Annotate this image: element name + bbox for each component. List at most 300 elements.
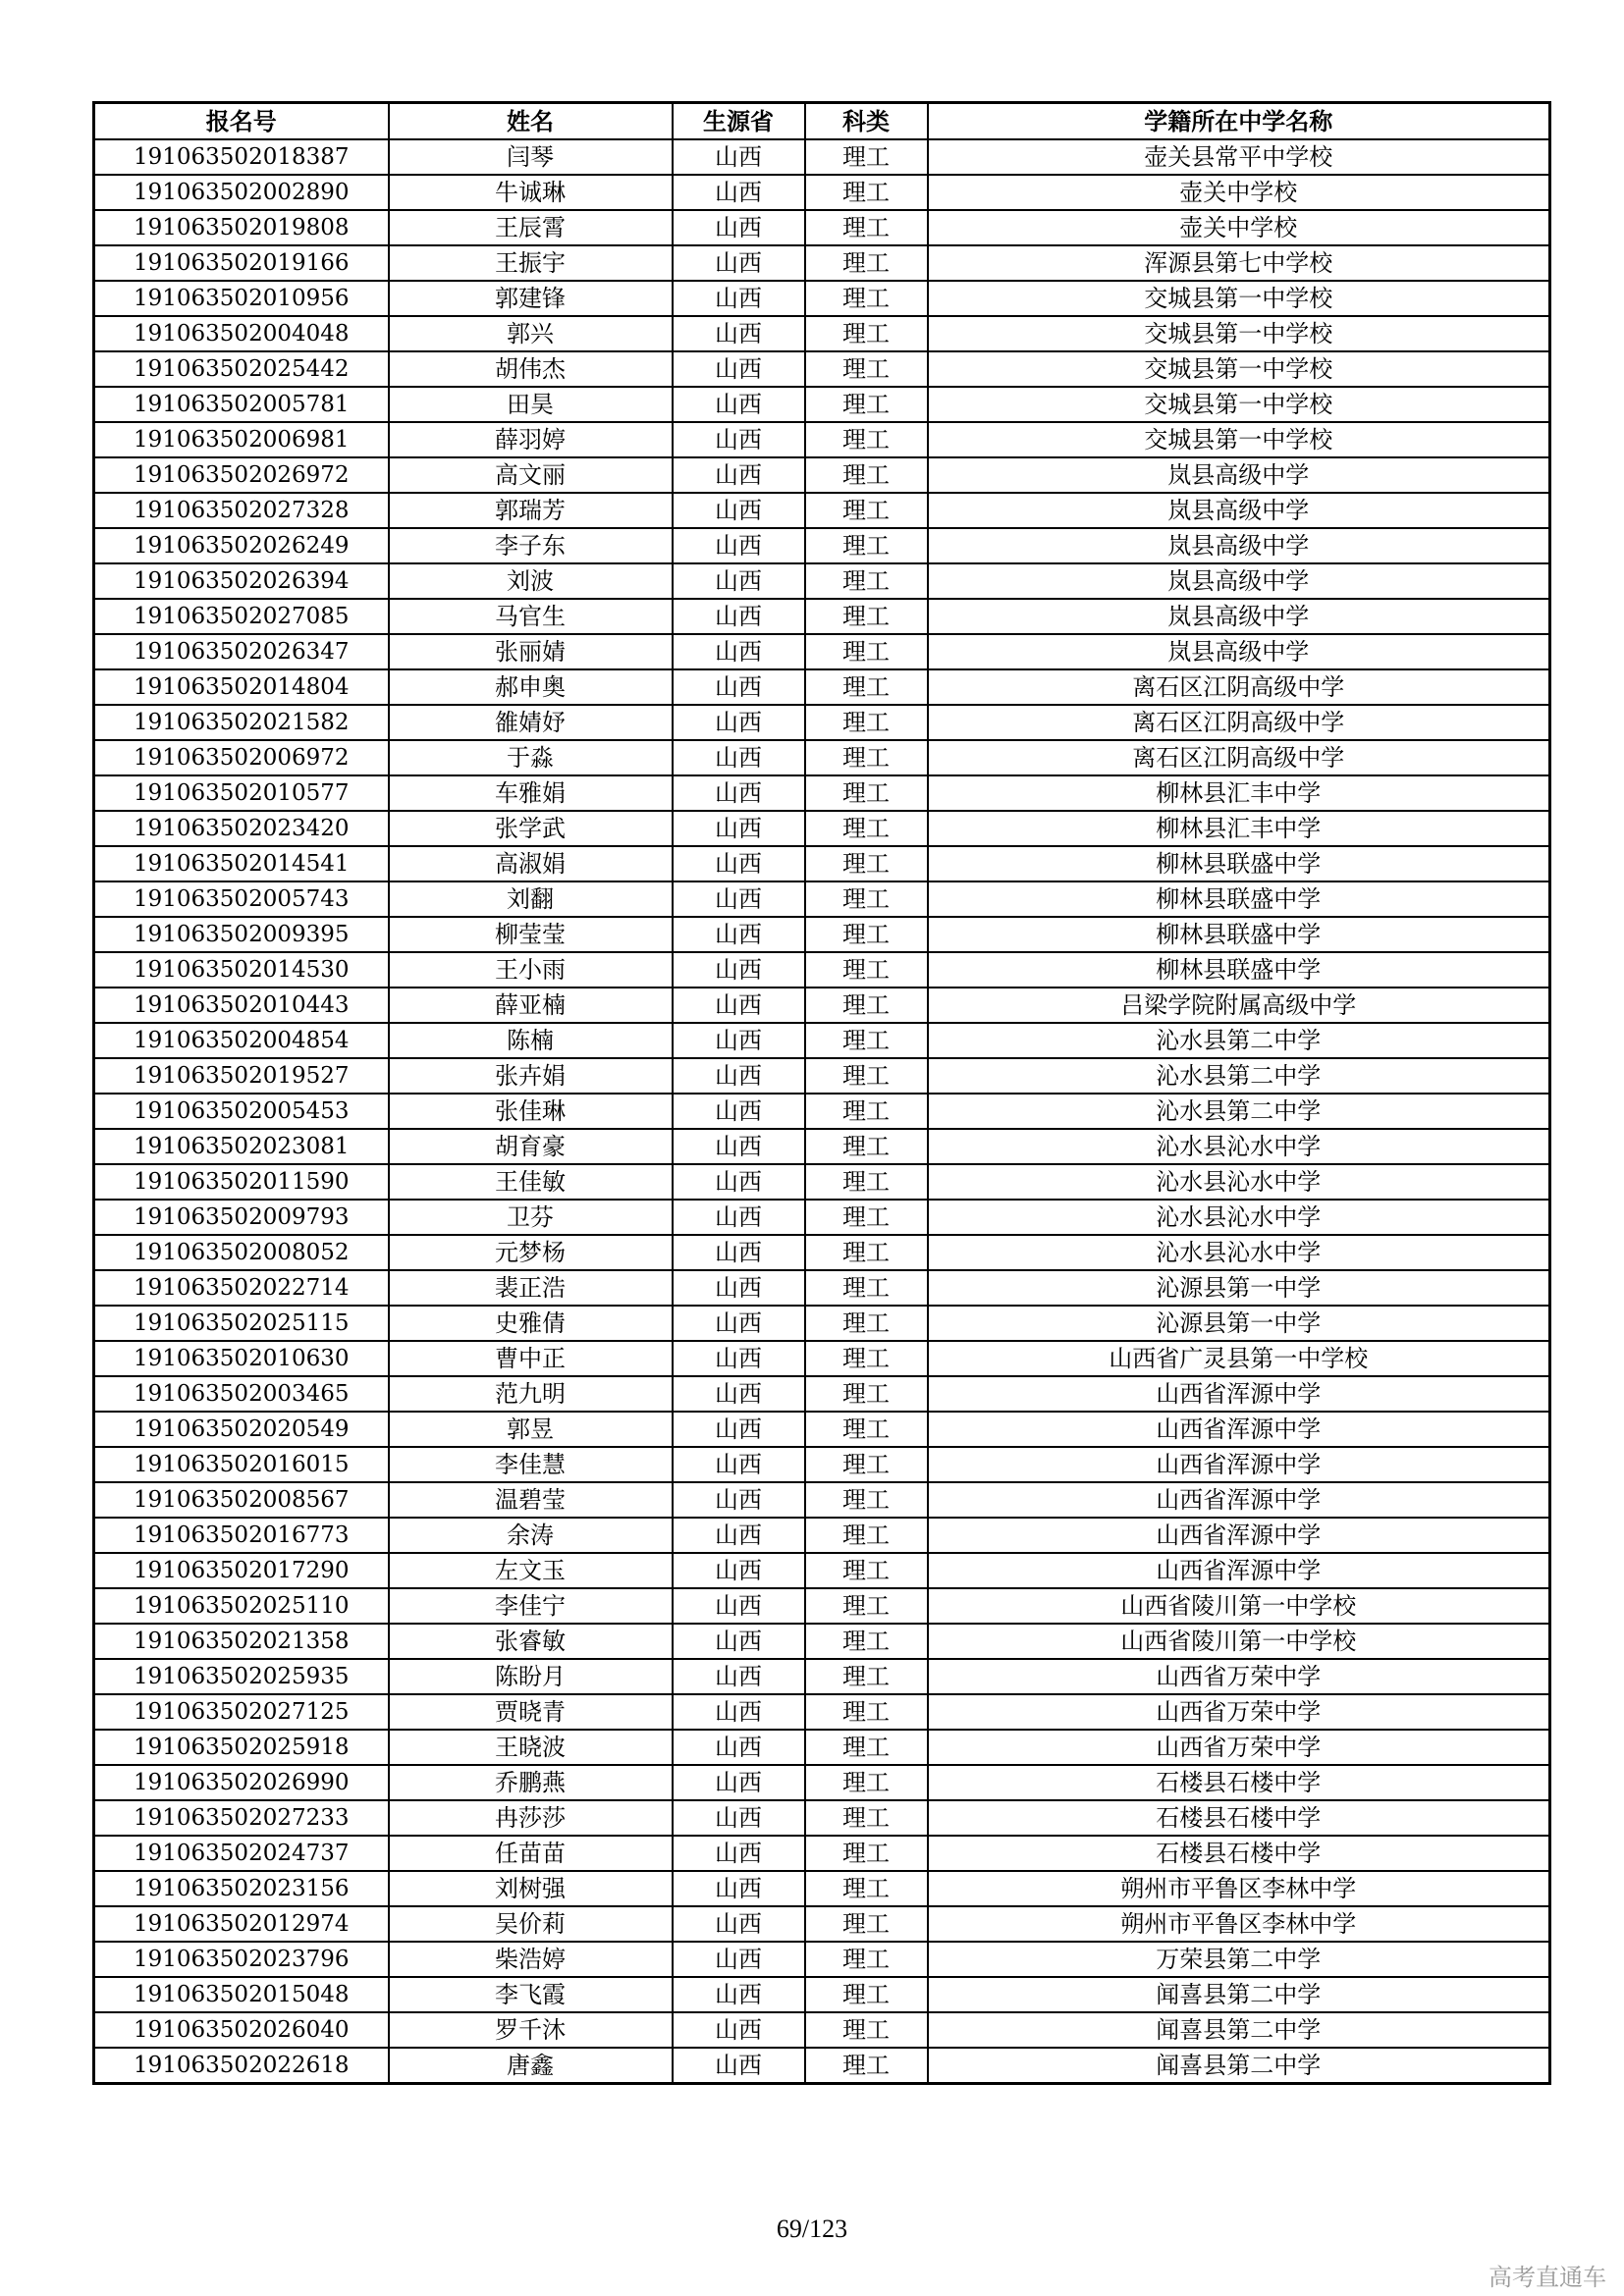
cell-name: 郭建锋 [389, 281, 673, 316]
table-row [94, 245, 1550, 281]
cell-school: 沁水县第二中学 [928, 1023, 1550, 1058]
cell-province: 山西 [673, 316, 805, 351]
table-row [94, 1800, 1550, 1836]
cell-registration-number: 191063502026972 [94, 457, 389, 493]
cell-name: 罗千沐 [389, 2012, 673, 2048]
table-row [94, 422, 1550, 457]
cell-registration-number: 191063502016773 [94, 1518, 389, 1553]
cell-name: 于淼 [389, 740, 673, 775]
cell-school: 沁源县第一中学 [928, 1270, 1550, 1306]
cell-province: 山西 [673, 457, 805, 493]
cell-name: 冉莎莎 [389, 1800, 673, 1836]
table-row [94, 1058, 1550, 1094]
cell-category: 理工 [805, 1094, 928, 1129]
cell-school: 岚县高级中学 [928, 563, 1550, 599]
header-name: 姓名 [389, 103, 673, 140]
cell-registration-number: 191063502019166 [94, 245, 389, 281]
admission-table [92, 101, 1551, 2085]
cell-category: 理工 [805, 457, 928, 493]
cell-name: 薛羽婷 [389, 422, 673, 457]
cell-registration-number: 191063502004048 [94, 316, 389, 351]
table-row [94, 1588, 1550, 1624]
cell-category: 理工 [805, 351, 928, 387]
cell-category: 理工 [805, 281, 928, 316]
table-row [94, 669, 1550, 705]
cell-school: 离石区江阴高级中学 [928, 740, 1550, 775]
cell-province: 山西 [673, 1200, 805, 1235]
header-registration-number: 报名号 [94, 103, 389, 140]
table-row [94, 351, 1550, 387]
cell-name: 任苗苗 [389, 1836, 673, 1871]
cell-school: 柳林县联盛中学 [928, 952, 1550, 988]
cell-registration-number: 191063502026394 [94, 563, 389, 599]
cell-registration-number: 191063502009793 [94, 1200, 389, 1235]
table-row [94, 316, 1550, 351]
cell-registration-number: 191063502011590 [94, 1164, 389, 1200]
cell-school: 柳林县汇丰中学 [928, 811, 1550, 846]
cell-province: 山西 [673, 775, 805, 811]
watermark: 高考直通车 [1489, 2264, 1606, 2291]
admission-list-sheet [92, 101, 1551, 2085]
cell-registration-number: 191063502023156 [94, 1871, 389, 1906]
cell-province: 山西 [673, 493, 805, 528]
cell-registration-number: 191063502010956 [94, 281, 389, 316]
cell-province: 山西 [673, 281, 805, 316]
table-row [94, 988, 1550, 1023]
cell-category: 理工 [805, 952, 928, 988]
table-row [94, 457, 1550, 493]
cell-registration-number: 191063502005743 [94, 881, 389, 917]
table-row [94, 1553, 1550, 1588]
table-row [94, 705, 1550, 740]
cell-category: 理工 [805, 1023, 928, 1058]
cell-name: 高文丽 [389, 457, 673, 493]
cell-province: 山西 [673, 881, 805, 917]
cell-province: 山西 [673, 1341, 805, 1376]
cell-province: 山西 [673, 1906, 805, 1942]
cell-registration-number: 191063502005453 [94, 1094, 389, 1129]
cell-province: 山西 [673, 1588, 805, 1624]
cell-province: 山西 [673, 387, 805, 422]
table-row [94, 493, 1550, 528]
cell-category: 理工 [805, 775, 928, 811]
cell-registration-number: 191063502017290 [94, 1553, 389, 1588]
cell-name: 卫芬 [389, 1200, 673, 1235]
cell-province: 山西 [673, 669, 805, 705]
cell-name: 左文玉 [389, 1553, 673, 1588]
cell-school: 山西省陵川第一中学校 [928, 1624, 1550, 1659]
cell-province: 山西 [673, 1306, 805, 1341]
cell-name: 张丽婧 [389, 634, 673, 669]
cell-registration-number: 191063502012974 [94, 1906, 389, 1942]
cell-school: 闻喜县第二中学 [928, 1977, 1550, 2012]
cell-school: 山西省浑源中学 [928, 1518, 1550, 1553]
cell-school: 浑源县第七中学校 [928, 245, 1550, 281]
table-body [94, 139, 1550, 2084]
cell-school: 石楼县石楼中学 [928, 1800, 1550, 1836]
cell-school: 沁水县第二中学 [928, 1058, 1550, 1094]
cell-name: 柴浩婷 [389, 1942, 673, 1977]
cell-school: 岚县高级中学 [928, 493, 1550, 528]
cell-province: 山西 [673, 705, 805, 740]
cell-category: 理工 [805, 2012, 928, 2048]
cell-province: 山西 [673, 1094, 805, 1129]
table-row [94, 1129, 1550, 1164]
cell-registration-number: 191063502026990 [94, 1765, 389, 1800]
cell-category: 理工 [805, 1836, 928, 1871]
cell-province: 山西 [673, 1942, 805, 1977]
cell-school: 朔州市平鲁区李林中学 [928, 1871, 1550, 1906]
cell-registration-number: 191063502027125 [94, 1694, 389, 1730]
cell-name: 贾晓青 [389, 1694, 673, 1730]
cell-name: 郭瑞芳 [389, 493, 673, 528]
cell-registration-number: 191063502027085 [94, 599, 389, 634]
cell-school: 山西省浑源中学 [928, 1376, 1550, 1412]
cell-province: 山西 [673, 1694, 805, 1730]
cell-category: 理工 [805, 1058, 928, 1094]
table-row [94, 846, 1550, 881]
cell-registration-number: 191063502010630 [94, 1341, 389, 1376]
cell-category: 理工 [805, 1659, 928, 1694]
cell-name: 柳莹莹 [389, 917, 673, 952]
cell-school: 交城县第一中学校 [928, 316, 1550, 351]
cell-category: 理工 [805, 1482, 928, 1518]
cell-name: 唐鑫 [389, 2048, 673, 2084]
cell-category: 理工 [805, 493, 928, 528]
cell-school: 交城县第一中学校 [928, 422, 1550, 457]
cell-name: 李佳宁 [389, 1588, 673, 1624]
cell-province: 山西 [673, 1376, 805, 1412]
table-row [94, 1341, 1550, 1376]
table-row [94, 775, 1550, 811]
cell-category: 理工 [805, 669, 928, 705]
cell-school: 沁水县沁水中学 [928, 1235, 1550, 1270]
cell-school: 石楼县石楼中学 [928, 1765, 1550, 1800]
cell-name: 刘波 [389, 563, 673, 599]
cell-registration-number: 191063502027328 [94, 493, 389, 528]
cell-registration-number: 191063502023081 [94, 1129, 389, 1164]
table-row [94, 1624, 1550, 1659]
table-row [94, 1906, 1550, 1942]
cell-name: 雒婧妤 [389, 705, 673, 740]
cell-name: 张佳琳 [389, 1094, 673, 1129]
cell-school: 柳林县联盛中学 [928, 881, 1550, 917]
cell-school: 闻喜县第二中学 [928, 2048, 1550, 2084]
cell-registration-number: 191063502018387 [94, 139, 389, 175]
cell-registration-number: 191063502005781 [94, 387, 389, 422]
cell-name: 乔鹏燕 [389, 1765, 673, 1800]
cell-category: 理工 [805, 881, 928, 917]
cell-category: 理工 [805, 1129, 928, 1164]
cell-school: 朔州市平鲁区李林中学 [928, 1906, 1550, 1942]
cell-province: 山西 [673, 1800, 805, 1836]
cell-registration-number: 191063502021358 [94, 1624, 389, 1659]
cell-province: 山西 [673, 245, 805, 281]
cell-province: 山西 [673, 1235, 805, 1270]
cell-registration-number: 191063502026249 [94, 528, 389, 563]
cell-name: 田昊 [389, 387, 673, 422]
cell-category: 理工 [805, 917, 928, 952]
cell-province: 山西 [673, 1129, 805, 1164]
cell-category: 理工 [805, 1518, 928, 1553]
cell-name: 陈盼月 [389, 1659, 673, 1694]
cell-registration-number: 191063502009395 [94, 917, 389, 952]
cell-name: 余涛 [389, 1518, 673, 1553]
cell-name: 温碧莹 [389, 1482, 673, 1518]
cell-category: 理工 [805, 1906, 928, 1942]
cell-school: 沁水县沁水中学 [928, 1200, 1550, 1235]
cell-registration-number: 191063502008567 [94, 1482, 389, 1518]
table-row [94, 1235, 1550, 1270]
cell-school: 闻喜县第二中学 [928, 2012, 1550, 2048]
table-row [94, 1659, 1550, 1694]
cell-province: 山西 [673, 210, 805, 245]
table-row [94, 387, 1550, 422]
cell-category: 理工 [805, 422, 928, 457]
cell-name: 郭兴 [389, 316, 673, 351]
cell-name: 车雅娟 [389, 775, 673, 811]
cell-registration-number: 191063502027233 [94, 1800, 389, 1836]
cell-province: 山西 [673, 1058, 805, 1094]
cell-name: 闫琴 [389, 139, 673, 175]
cell-school: 万荣县第二中学 [928, 1942, 1550, 1977]
cell-category: 理工 [805, 1942, 928, 1977]
cell-province: 山西 [673, 846, 805, 881]
cell-category: 理工 [805, 245, 928, 281]
cell-school: 山西省浑源中学 [928, 1482, 1550, 1518]
cell-school: 柳林县联盛中学 [928, 846, 1550, 881]
header-province: 生源省 [673, 103, 805, 140]
cell-province: 山西 [673, 740, 805, 775]
cell-school: 壶关县常平中学校 [928, 139, 1550, 175]
cell-name: 张睿敏 [389, 1624, 673, 1659]
cell-registration-number: 191063502014541 [94, 846, 389, 881]
table-row [94, 139, 1550, 175]
cell-school: 交城县第一中学校 [928, 351, 1550, 387]
cell-name: 范九明 [389, 1376, 673, 1412]
cell-registration-number: 191063502025442 [94, 351, 389, 387]
cell-category: 理工 [805, 1588, 928, 1624]
cell-category: 理工 [805, 634, 928, 669]
cell-province: 山西 [673, 1553, 805, 1588]
table-row [94, 599, 1550, 634]
cell-name: 王晓波 [389, 1730, 673, 1765]
cell-province: 山西 [673, 1482, 805, 1518]
cell-school: 山西省万荣中学 [928, 1730, 1550, 1765]
table-row [94, 563, 1550, 599]
cell-category: 理工 [805, 175, 928, 210]
cell-province: 山西 [673, 811, 805, 846]
cell-category: 理工 [805, 599, 928, 634]
cell-province: 山西 [673, 2048, 805, 2084]
cell-category: 理工 [805, 2048, 928, 2084]
cell-name: 张学武 [389, 811, 673, 846]
cell-name: 王辰霄 [389, 210, 673, 245]
table-row [94, 281, 1550, 316]
cell-name: 曹中正 [389, 1341, 673, 1376]
cell-name: 郝申奥 [389, 669, 673, 705]
table-row [94, 2048, 1550, 2084]
cell-registration-number: 191063502022714 [94, 1270, 389, 1306]
cell-registration-number: 191063502006972 [94, 740, 389, 775]
cell-province: 山西 [673, 1023, 805, 1058]
cell-school: 岚县高级中学 [928, 634, 1550, 669]
cell-name: 李佳慧 [389, 1447, 673, 1482]
cell-registration-number: 191063502016015 [94, 1447, 389, 1482]
cell-name: 裴正浩 [389, 1270, 673, 1306]
table-row [94, 175, 1550, 210]
cell-name: 刘翻 [389, 881, 673, 917]
table-row [94, 1836, 1550, 1871]
cell-category: 理工 [805, 387, 928, 422]
cell-registration-number: 191063502014530 [94, 952, 389, 988]
table-row [94, 1094, 1550, 1129]
cell-name: 牛诚琳 [389, 175, 673, 210]
table-row [94, 210, 1550, 245]
table-row [94, 2012, 1550, 2048]
cell-registration-number: 191063502010443 [94, 988, 389, 1023]
cell-province: 山西 [673, 1270, 805, 1306]
cell-name: 张卉娟 [389, 1058, 673, 1094]
cell-school: 沁源县第一中学 [928, 1306, 1550, 1341]
cell-category: 理工 [805, 1235, 928, 1270]
cell-registration-number: 191063502008052 [94, 1235, 389, 1270]
table-row [94, 1023, 1550, 1058]
cell-category: 理工 [805, 1270, 928, 1306]
cell-registration-number: 191063502023796 [94, 1942, 389, 1977]
table-row [94, 1482, 1550, 1518]
cell-name: 马官生 [389, 599, 673, 634]
cell-registration-number: 191063502025935 [94, 1659, 389, 1694]
cell-school: 交城县第一中学校 [928, 281, 1550, 316]
header-category: 科类 [805, 103, 928, 140]
cell-province: 山西 [673, 1871, 805, 1906]
cell-school: 离石区江阴高级中学 [928, 669, 1550, 705]
cell-school: 吕梁学院附属高级中学 [928, 988, 1550, 1023]
cell-school: 岚县高级中学 [928, 599, 1550, 634]
cell-category: 理工 [805, 1694, 928, 1730]
table-row [94, 917, 1550, 952]
cell-name: 王振宇 [389, 245, 673, 281]
cell-province: 山西 [673, 1836, 805, 1871]
cell-category: 理工 [805, 210, 928, 245]
cell-province: 山西 [673, 563, 805, 599]
cell-category: 理工 [805, 1871, 928, 1906]
cell-province: 山西 [673, 599, 805, 634]
cell-registration-number: 191063502021582 [94, 705, 389, 740]
cell-registration-number: 191063502019527 [94, 1058, 389, 1094]
cell-category: 理工 [805, 1800, 928, 1836]
cell-school: 岚县高级中学 [928, 457, 1550, 493]
cell-name: 王小雨 [389, 952, 673, 988]
cell-category: 理工 [805, 1977, 928, 2012]
cell-province: 山西 [673, 1164, 805, 1200]
cell-category: 理工 [805, 740, 928, 775]
table-row [94, 1447, 1550, 1482]
table-row [94, 740, 1550, 775]
cell-registration-number: 191063502015048 [94, 1977, 389, 2012]
cell-registration-number: 191063502026347 [94, 634, 389, 669]
cell-province: 山西 [673, 1412, 805, 1447]
cell-school: 山西省浑源中学 [928, 1553, 1550, 1588]
cell-category: 理工 [805, 1341, 928, 1376]
cell-registration-number: 191063502025110 [94, 1588, 389, 1624]
table-row [94, 1765, 1550, 1800]
cell-name: 王佳敏 [389, 1164, 673, 1200]
cell-school: 壶关中学校 [928, 175, 1550, 210]
table-row [94, 1270, 1550, 1306]
cell-name: 胡伟杰 [389, 351, 673, 387]
table-row [94, 1306, 1550, 1341]
cell-category: 理工 [805, 1765, 928, 1800]
cell-registration-number: 191063502003465 [94, 1376, 389, 1412]
cell-school: 山西省浑源中学 [928, 1412, 1550, 1447]
cell-school: 山西省陵川第一中学校 [928, 1588, 1550, 1624]
cell-registration-number: 191063502002890 [94, 175, 389, 210]
header-school: 学籍所在中学名称 [928, 103, 1550, 140]
cell-category: 理工 [805, 1447, 928, 1482]
table-row [94, 1694, 1550, 1730]
cell-province: 山西 [673, 1730, 805, 1765]
cell-registration-number: 191063502022618 [94, 2048, 389, 2084]
cell-name: 史雅倩 [389, 1306, 673, 1341]
cell-category: 理工 [805, 1730, 928, 1765]
table-row [94, 1871, 1550, 1906]
cell-name: 刘树强 [389, 1871, 673, 1906]
cell-category: 理工 [805, 811, 928, 846]
cell-category: 理工 [805, 1306, 928, 1341]
cell-category: 理工 [805, 1200, 928, 1235]
cell-registration-number: 191063502020549 [94, 1412, 389, 1447]
cell-province: 山西 [673, 988, 805, 1023]
cell-registration-number: 191063502023420 [94, 811, 389, 846]
cell-school: 岚县高级中学 [928, 528, 1550, 563]
cell-name: 薛亚楠 [389, 988, 673, 1023]
table-row [94, 1942, 1550, 1977]
cell-school: 离石区江阴高级中学 [928, 705, 1550, 740]
cell-name: 元梦杨 [389, 1235, 673, 1270]
cell-province: 山西 [673, 2012, 805, 2048]
cell-category: 理工 [805, 988, 928, 1023]
table-row [94, 952, 1550, 988]
cell-school: 石楼县石楼中学 [928, 1836, 1550, 1871]
table-row [94, 1730, 1550, 1765]
cell-category: 理工 [805, 1624, 928, 1659]
cell-category: 理工 [805, 139, 928, 175]
cell-province: 山西 [673, 528, 805, 563]
cell-province: 山西 [673, 1977, 805, 2012]
cell-province: 山西 [673, 422, 805, 457]
cell-province: 山西 [673, 952, 805, 988]
table-row [94, 811, 1550, 846]
cell-name: 陈楠 [389, 1023, 673, 1058]
cell-category: 理工 [805, 528, 928, 563]
table-row [94, 1518, 1550, 1553]
header-row [94, 103, 1550, 140]
table-row [94, 1200, 1550, 1235]
cell-school: 山西省浑源中学 [928, 1447, 1550, 1482]
cell-school: 沁水县第二中学 [928, 1094, 1550, 1129]
cell-category: 理工 [805, 563, 928, 599]
cell-province: 山西 [673, 634, 805, 669]
cell-category: 理工 [805, 1412, 928, 1447]
cell-category: 理工 [805, 1376, 928, 1412]
cell-school: 山西省万荣中学 [928, 1659, 1550, 1694]
cell-province: 山西 [673, 1659, 805, 1694]
cell-school: 山西省广灵县第一中学校 [928, 1341, 1550, 1376]
cell-province: 山西 [673, 139, 805, 175]
cell-category: 理工 [805, 1164, 928, 1200]
